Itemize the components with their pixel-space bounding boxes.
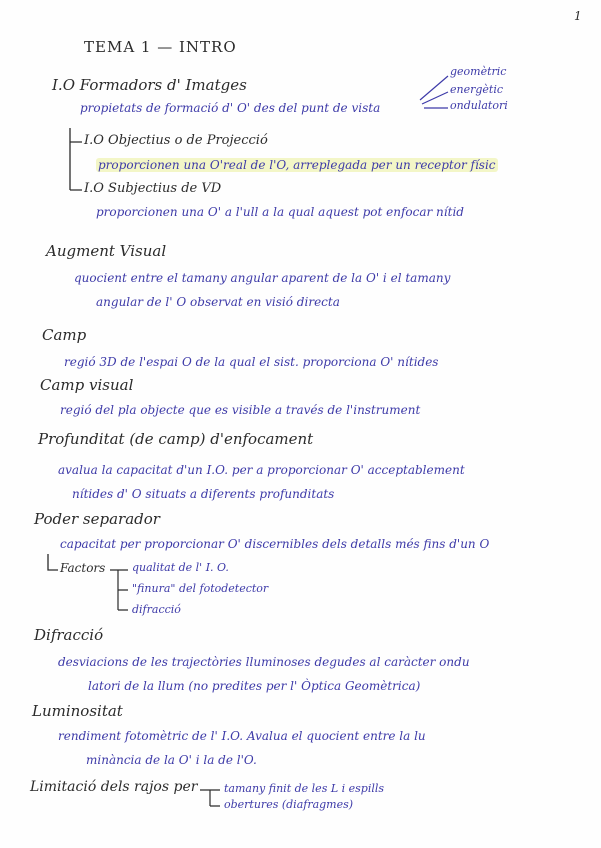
luminositat-line1: rendiment fotomètric de l' I.O. Avalua el quocient entre la lu [58, 729, 426, 743]
factors-label: Factors [60, 561, 106, 575]
poder-line1: capacitat per proporcionar O' discernibles dels detalls més fins d'un O [60, 537, 490, 551]
augment-heading: Augment Visual [46, 242, 167, 260]
formadors-description: propietats de formació d' O' des del punt de vista [80, 101, 381, 115]
page-title: TEMA 1 — INTRO [84, 38, 237, 56]
camp-line1: regió 3D de l'espai O de la qual el sist. proporciona O' nítides [64, 355, 439, 369]
poder-heading: Poder separador [34, 510, 160, 528]
side-ondulatori: ondulatori [450, 99, 508, 112]
luminositat-heading: Luminositat [32, 702, 123, 720]
arrow-geometric [420, 76, 448, 100]
subjectius-label: I.O Subjectius de VD [84, 181, 222, 196]
factor-item-1: qualitat de l' I. O. [132, 561, 229, 574]
difraccio-line2: latori de la llum (no predites per l' Òptica Geomètrica) [88, 679, 421, 693]
factor-item-3: difracció [132, 603, 181, 616]
factors-corner [48, 554, 58, 570]
limitacio-heading: Limitació dels rajos per [30, 779, 198, 795]
luminositat-line2: minància de la O' i la de l'O. [86, 753, 257, 767]
objectius-label: I.O Objectius o de Projecció [84, 133, 268, 148]
difraccio-heading: Difracció [34, 626, 104, 644]
camp-heading: Camp [42, 326, 87, 344]
arrow-energetic [422, 92, 448, 104]
limitacio-item-2: obertures (diafragmes) [224, 798, 354, 811]
limitacio-bracket [200, 790, 220, 806]
page-number: 1 [574, 9, 582, 23]
profunditat-line2: nítides d' O situats a diferents profunditats [72, 487, 335, 501]
difraccio-line1: desviacions de les trajectòries lluminoses degudes al caràcter ondu [58, 655, 470, 669]
side-energetic: energètic [450, 83, 504, 96]
formadors-heading: I.O Formadors d' Imatges [52, 76, 247, 94]
subjectius-description: proporcionen una O' a l'ull a la qual aquest pot enfocar nítid [96, 205, 464, 219]
side-geometric: geomètric [450, 65, 507, 78]
profunditat-line1: avalua la capacitat d'un I.O. per a proporcionar O' acceptablement [58, 463, 465, 477]
camp-visual-heading: Camp visual [40, 376, 134, 394]
limitacio-item-1: tamany finit de les L i espills [224, 782, 385, 795]
objectius-description: proporcionen una O'real de l'O, arreplegada per un receptor físic [98, 158, 496, 172]
camp-visual-line1: regió del pla objecte que es visible a través de l'instrument [60, 403, 421, 417]
augment-line2: angular de l' O observat en visió directa [96, 295, 340, 309]
factors-bracket [110, 570, 128, 610]
factor-item-2: "finura" del fotodetector [132, 582, 269, 595]
augment-line1: quocient entre el tamany angular aparent de la O' i el tamany [74, 271, 451, 285]
tree-bracket [70, 128, 82, 190]
profunditat-heading: Profunditat (de camp) d'enfocament [38, 430, 314, 448]
